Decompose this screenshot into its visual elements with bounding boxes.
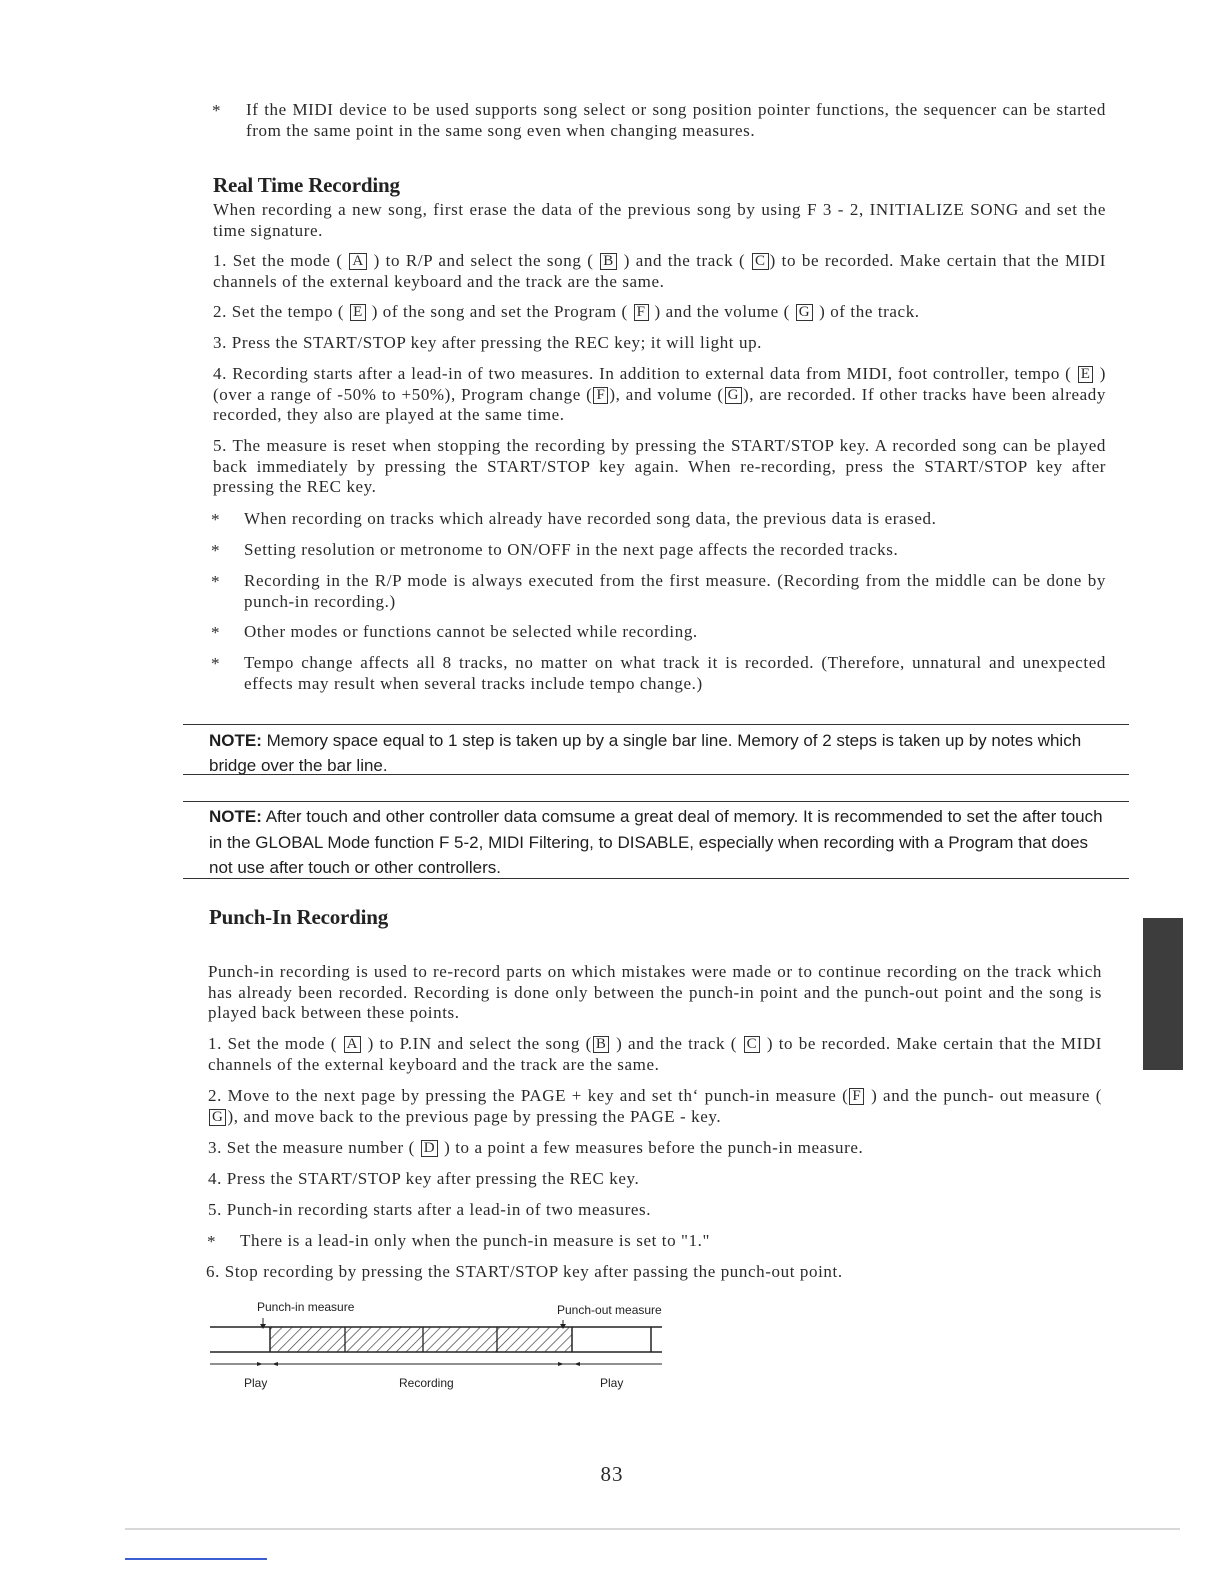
key-d-icon: D: [421, 1140, 438, 1157]
play-label: Play: [244, 1376, 268, 1390]
punch-in-diagram: [200, 1310, 680, 1370]
rtr-step-3: 3. Press the START/STOP key after pressing the REC key; it will light up.: [213, 333, 763, 352]
pir-step-6: 6. Stop recording by pressing the START/STOP key after passing the punch-out point.: [206, 1262, 843, 1281]
note-box-memory: [183, 724, 1129, 775]
key-e-icon: E: [1078, 366, 1094, 383]
intro-note: If the MIDI device to be used supports song select or song position pointer functions, the sequencer can be started from the same point in the same song even when changing measures.: [246, 100, 1106, 140]
bottom-accent-bar: [125, 1558, 267, 1560]
note-text: After touch and other controller data comsume a great deal of memory. It is recommended to set the after touch in the GLOBAL Mode function F 5-2, MIDI Filtering, to DISABLE, especially when recording with a Program that does not use after touch or other controllers.: [209, 807, 1103, 877]
key-e-icon: E: [350, 304, 366, 321]
key-f-icon: F: [634, 304, 649, 321]
key-f-icon: F: [593, 387, 608, 404]
rtr-step-1: 1. Set the mode ( A ) to R/P and select the song ( B ) and the track ( C ) to be recorded. Make certain that the MIDI channels of the external keyboard and the track are the same.: [213, 251, 1107, 291]
rtr-bullet-4: Other modes or functions cannot be selected while recording.: [244, 622, 698, 641]
note-label: NOTE:: [209, 807, 262, 826]
key-c-icon: C: [752, 253, 769, 270]
rtr-bullet-2: Setting resolution or metronome to ON/OFF in the next page affects the recorded tracks.: [244, 540, 899, 559]
rtr-step-4: 4. Recording starts after a lead-in of two measures. In addition to external data from MIDI, foot controller, tempo ( E ) (over a range of -50% to +50%), Program change ( F ), and volume ( G ), are recorded. If other tracks have been already recorded, they also are played at the same time.: [213, 364, 1107, 424]
heading-real-time-recording: Real Time Recording: [213, 173, 400, 197]
key-g-icon: G: [725, 387, 742, 404]
rtr-step-5: 5. The measure is reset when stopping the recording by pressing the START/STOP key. A recorded song can be played back immediately by pressing the START/STOP key again. When re-recording, press the START/STOP key after pressing the REC key.: [213, 436, 1106, 496]
rtr-bullet-3: Recording in the R/P mode is always executed from the first measure. (Recording from the middle can be done by punch-in recording.): [244, 571, 1106, 611]
key-f-icon: F: [849, 1088, 864, 1105]
pir-bullet-1: There is a lead-in only when the punch-in measure is set to "1.": [240, 1231, 711, 1250]
pir-step-3: 3. Set the measure number ( D ) to a point a few measures before the punch-in measure.: [208, 1138, 864, 1157]
bullet-star: *: [211, 510, 220, 529]
bullet-star: *: [211, 654, 220, 673]
key-c-icon: C: [744, 1036, 761, 1053]
pir-step-4: 4. Press the START/STOP key after pressing the REC key.: [208, 1169, 640, 1188]
recording-region: [270, 1327, 572, 1352]
page-number: 83: [600, 1462, 624, 1486]
bullet-star: *: [207, 1232, 216, 1251]
pir-intro: Punch-in recording is used to re-record parts on which mistakes were made or to continue recording on the track which has already been recorded. Recording is done only between the punch-in point and the punch-out point and the song is played back between these points.: [208, 962, 1102, 1022]
rtr-intro: When recording a new song, first erase the data of the previous song by using F 3 - 2, INITIALIZE SONG and set the time signature.: [213, 200, 1106, 240]
bullet-star: *: [211, 572, 220, 591]
heading-punch-in-recording: Punch-In Recording: [209, 905, 389, 929]
pir-step-2: 2. Move to the next page by pressing the PAGE + key and set th‘ punch-in measure ( F ) and the punch- out measure ( G ), and move back to the previous page by pressing the PAGE - key.: [208, 1086, 1102, 1126]
key-g-icon: G: [796, 304, 813, 321]
key-a-icon: A: [344, 1036, 361, 1053]
rtr-step-2: 2. Set the tempo ( E ) of the song and set the Program ( F ) and the volume ( G ) of the track.: [213, 302, 920, 321]
note-label: NOTE:: [209, 731, 262, 750]
section-tab-marker: [1143, 918, 1183, 1070]
key-g-icon: G: [209, 1109, 226, 1126]
note-box-aftertouch: [183, 801, 1129, 879]
bullet-star: *: [211, 623, 220, 642]
bullet-star: *: [211, 541, 220, 560]
pir-step-1: 1. Set the mode ( A ) to P.IN and select the song ( B ) and the track ( C ) to be recorded. Make certain that the MIDI channels of the external keyboard and the track are the same.: [208, 1034, 1102, 1074]
punch-out-label: Punch-out measure: [557, 1303, 662, 1317]
key-b-icon: B: [600, 253, 617, 270]
punch-in-label: Punch-in measure: [257, 1300, 355, 1314]
pir-step-5: 5. Punch-in recording starts after a lead-in of two measures.: [208, 1200, 652, 1219]
key-a-icon: A: [349, 253, 366, 270]
rtr-bullet-5: Tempo change affects all 8 tracks, no matter on what track it is recorded. (Therefore, unnatural and unexpected effects may result when several tracks include tempo change.): [244, 653, 1106, 693]
rtr-bullet-1: When recording on tracks which already have recorded song data, the previous data is erased.: [244, 509, 937, 528]
play-label: Play: [600, 1376, 624, 1390]
bullet-star: *: [212, 101, 221, 120]
recording-label: Recording: [399, 1376, 454, 1390]
key-b-icon: B: [593, 1036, 610, 1053]
bottom-divider: [125, 1528, 1180, 1530]
note-text: Memory space equal to 1 step is taken up by a single bar line. Memory of 2 steps is taken up by notes which bridge over the bar line.: [209, 731, 1082, 775]
